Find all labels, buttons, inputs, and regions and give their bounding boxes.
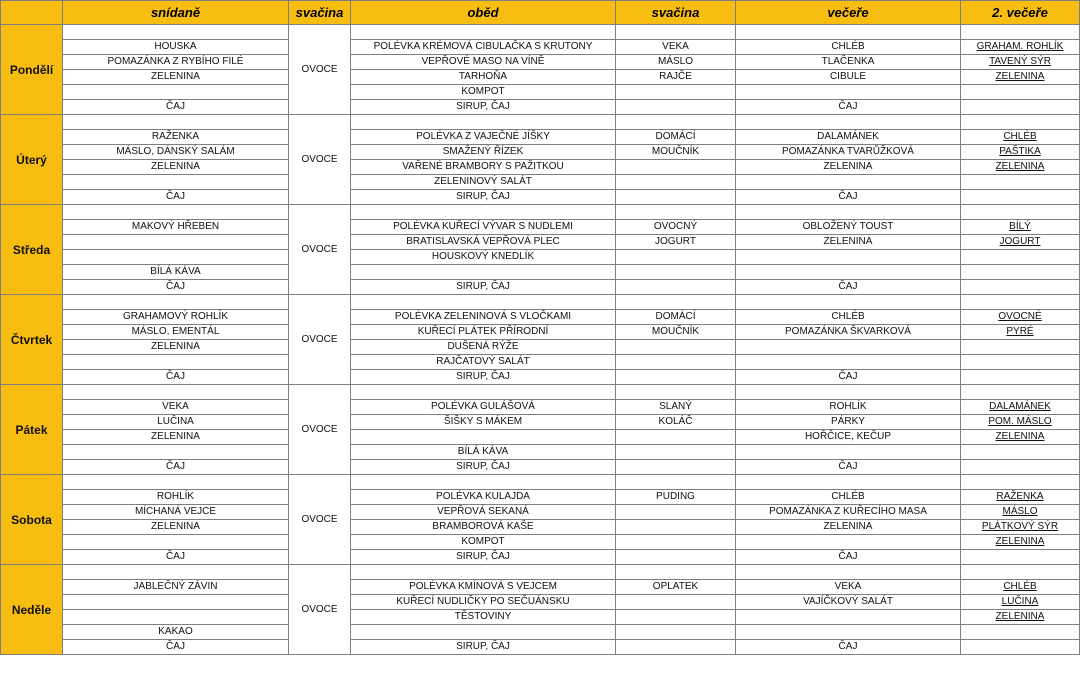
header-svacina-afternoon: svačina (616, 1, 736, 25)
menu-row (1, 310, 1080, 325)
header-obed: oběd (351, 1, 616, 25)
cell-svacina-afternoon (616, 640, 736, 655)
menu-row (1, 325, 1080, 340)
cell-svacina-afternoon: MOUČNÍK (616, 145, 736, 160)
cell-obed: TĚSTOVINY (351, 610, 616, 625)
cell-obed (351, 205, 616, 220)
cell-vecere: POMAZÁNKA TVARŮŽKOVÁ (736, 145, 961, 160)
cell-second-vecere (961, 625, 1080, 640)
menu-row (1, 490, 1080, 505)
menu-row (1, 520, 1080, 535)
cell-vecere (736, 115, 961, 130)
cell-obed (351, 565, 616, 580)
cell-second-vecere (961, 535, 1080, 550)
header-svacina-morning: svačina (289, 1, 351, 25)
cell-snidane: MÁSLO, EMENTÁL (63, 325, 289, 340)
cell-second-vecere (961, 430, 1080, 445)
cell-vecere: ČAJ (736, 370, 961, 385)
cell-snidane (63, 235, 289, 250)
cell-snidane: MAKOVÝ HŘEBEN (63, 220, 289, 235)
cell-vecere: CHLÉB (736, 310, 961, 325)
cell-obed: SMAŽENÝ ŘÍZEK (351, 145, 616, 160)
cell-snidane: ČAJ (63, 550, 289, 565)
cell-svacina-afternoon: DOMÁCÍ (616, 130, 736, 145)
menu-row (1, 610, 1080, 625)
cell-svacina-afternoon (616, 175, 736, 190)
cell-vecere: POMAZÁNKA ŠKVARKOVÁ (736, 325, 961, 340)
cell-snidane: LUČINA (63, 415, 289, 430)
cell-second-vecere (961, 190, 1080, 205)
cell-second-vecere (961, 220, 1080, 235)
cell-second-vecere-text: JOGURT (999, 236, 1041, 247)
day-label: Sobota (1, 475, 63, 565)
menu-row (1, 580, 1080, 595)
cell-second-vecere (961, 70, 1080, 85)
cell-svacina-afternoon: MOUČNÍK (616, 325, 736, 340)
menu-row (1, 505, 1080, 520)
cell-second-vecere (961, 115, 1080, 130)
cell-svacina-afternoon (616, 475, 736, 490)
cell-svacina-afternoon: JOGURT (616, 235, 736, 250)
cell-obed: KOMPOT (351, 535, 616, 550)
cell-second-vecere (961, 295, 1080, 310)
cell-second-vecere (961, 595, 1080, 610)
cell-snidane (63, 85, 289, 100)
cell-second-vecere-text: RAŽENKA (996, 491, 1044, 502)
cell-obed: VEPŘOVÁ SEKANÁ (351, 505, 616, 520)
cell-second-vecere (961, 310, 1080, 325)
cell-vecere: VAJÍČKOVÝ SALÁT (736, 595, 961, 610)
cell-snidane: ČAJ (63, 190, 289, 205)
cell-second-vecere-text: DALAMÁNEK (989, 401, 1051, 412)
cell-second-vecere (961, 580, 1080, 595)
day-label: Čtvrtek (1, 295, 63, 385)
cell-vecere: TLAČENKA (736, 55, 961, 70)
cell-snidane: MÍCHANÁ VEJCE (63, 505, 289, 520)
menu-row (1, 475, 1080, 490)
menu-row (1, 220, 1080, 235)
cell-snidane: ČAJ (63, 280, 289, 295)
cell-snidane (63, 565, 289, 580)
cell-second-vecere (961, 100, 1080, 115)
cell-obed (351, 265, 616, 280)
cell-second-vecere (961, 640, 1080, 655)
cell-obed: KUŘECÍ PLÁTEK PŘÍRODNÍ (351, 325, 616, 340)
cell-vecere (736, 625, 961, 640)
menu-row (1, 550, 1080, 565)
cell-obed: POLÉVKA KULAJDA (351, 490, 616, 505)
cell-snidane: ZELENINA (63, 520, 289, 535)
cell-svacina-afternoon (616, 565, 736, 580)
header-corner (1, 1, 63, 25)
cell-svacina-afternoon (616, 505, 736, 520)
cell-vecere: OBLOŽENÝ TOUST (736, 220, 961, 235)
menu-row (1, 160, 1080, 175)
header-vecere: večeře (736, 1, 961, 25)
cell-second-vecere-text: LUČINA (1001, 596, 1039, 607)
cell-snidane: ČAJ (63, 640, 289, 655)
cell-snidane (63, 595, 289, 610)
cell-second-vecere-text: ZELENINA (995, 536, 1045, 547)
cell-second-vecere (961, 40, 1080, 55)
cell-vecere (736, 25, 961, 40)
cell-obed: BÍLÁ KÁVA (351, 445, 616, 460)
cell-second-vecere-text: ZELENINA (995, 71, 1045, 82)
cell-second-vecere-text: OVOCNÉ (998, 311, 1042, 322)
cell-second-vecere (961, 550, 1080, 565)
cell-second-vecere (961, 280, 1080, 295)
cell-vecere: ZELENINA (736, 235, 961, 250)
cell-svacina-afternoon: KOLÁČ (616, 415, 736, 430)
cell-second-vecere-text: BÍLÝ (1009, 221, 1031, 232)
cell-second-vecere-text: TAVENÝ SÝR (989, 56, 1051, 67)
day-label: Pondělí (1, 25, 63, 115)
cell-svacina-afternoon (616, 430, 736, 445)
cell-obed: BRAMBOROVÁ KAŠE (351, 520, 616, 535)
cell-vecere: PÁRKY (736, 415, 961, 430)
cell-second-vecere-text: GRAHAM. ROHLÍK (976, 41, 1064, 52)
cell-svacina-morning: OVOCE (289, 565, 351, 655)
cell-svacina-afternoon (616, 445, 736, 460)
cell-obed: TARHOŇA (351, 70, 616, 85)
cell-snidane: POMAZÁNKA Z RYBÍHO FILÉ (63, 55, 289, 70)
cell-snidane: ROHLÍK (63, 490, 289, 505)
cell-second-vecere (961, 415, 1080, 430)
cell-obed: SIRUP, ČAJ (351, 280, 616, 295)
cell-vecere (736, 385, 961, 400)
menu-row (1, 640, 1080, 655)
cell-svacina-afternoon: SLANÝ (616, 400, 736, 415)
cell-vecere: VEKA (736, 580, 961, 595)
cell-vecere (736, 445, 961, 460)
menu-row (1, 235, 1080, 250)
cell-second-vecere (961, 55, 1080, 70)
cell-snidane: BÍLÁ KÁVA (63, 265, 289, 280)
cell-snidane (63, 385, 289, 400)
cell-obed (351, 625, 616, 640)
cell-svacina-afternoon (616, 205, 736, 220)
cell-vecere: HOŘČICE, KEČUP (736, 430, 961, 445)
menu-row (1, 445, 1080, 460)
menu-row (1, 25, 1080, 40)
header-snidane: snídaně (63, 1, 289, 25)
menu-row (1, 415, 1080, 430)
cell-svacina-afternoon (616, 625, 736, 640)
cell-svacina-afternoon (616, 25, 736, 40)
cell-vecere (736, 475, 961, 490)
cell-svacina-afternoon (616, 535, 736, 550)
cell-obed (351, 385, 616, 400)
cell-svacina-afternoon (616, 610, 736, 625)
cell-svacina-morning: OVOCE (289, 115, 351, 205)
cell-snidane: VEKA (63, 400, 289, 415)
cell-snidane (63, 115, 289, 130)
menu-row (1, 565, 1080, 580)
menu-row (1, 535, 1080, 550)
cell-vecere (736, 355, 961, 370)
cell-svacina-morning: OVOCE (289, 25, 351, 115)
cell-snidane: ZELENINA (63, 160, 289, 175)
cell-obed: ZELENINOVÝ SALÁT (351, 175, 616, 190)
cell-obed: VEPŘOVÉ MASO NA VÍNĚ (351, 55, 616, 70)
cell-obed (351, 25, 616, 40)
cell-obed: KUŘECÍ NUDLIČKY PO SEČUÁNSKU (351, 595, 616, 610)
cell-obed: SIRUP, ČAJ (351, 370, 616, 385)
menu-row (1, 355, 1080, 370)
cell-second-vecere-text: POM. MÁSLO (988, 416, 1052, 427)
header-second-vecere: 2. večeře (961, 1, 1080, 25)
cell-svacina-morning: OVOCE (289, 475, 351, 565)
cell-obed: SIRUP, ČAJ (351, 190, 616, 205)
cell-second-vecere-text: ZELENINA (995, 161, 1045, 172)
cell-svacina-afternoon: OVOCNÝ (616, 220, 736, 235)
cell-snidane: ZELENINA (63, 70, 289, 85)
menu-row (1, 430, 1080, 445)
cell-snidane (63, 610, 289, 625)
cell-obed: SIRUP, ČAJ (351, 460, 616, 475)
menu-row (1, 145, 1080, 160)
cell-snidane (63, 25, 289, 40)
cell-second-vecere (961, 325, 1080, 340)
cell-vecere: CIBULE (736, 70, 961, 85)
menu-row (1, 280, 1080, 295)
cell-vecere: CHLÉB (736, 490, 961, 505)
cell-obed: POLÉVKA KUŘECÍ VÝVAR S NUDLEMI (351, 220, 616, 235)
cell-second-vecere-text: PAŠTIKA (999, 146, 1041, 157)
cell-snidane (63, 295, 289, 310)
cell-second-vecere (961, 610, 1080, 625)
cell-obed: HOUSKOVÝ KNEDLÍK (351, 250, 616, 265)
menu-row (1, 55, 1080, 70)
cell-vecere (736, 205, 961, 220)
cell-svacina-afternoon: PUDING (616, 490, 736, 505)
menu-row (1, 70, 1080, 85)
menu-row (1, 595, 1080, 610)
cell-svacina-afternoon (616, 460, 736, 475)
cell-vecere: ČAJ (736, 280, 961, 295)
cell-snidane: JABLEČNÝ ZÁVIN (63, 580, 289, 595)
cell-obed: BRATISLAVSKÁ VEPŘOVÁ PLEC (351, 235, 616, 250)
cell-second-vecere-text: PLÁTKOVÝ SÝR (981, 521, 1059, 532)
cell-second-vecere (961, 565, 1080, 580)
cell-second-vecere-text: ZELENINA (995, 611, 1045, 622)
cell-svacina-afternoon (616, 280, 736, 295)
cell-obed: SIRUP, ČAJ (351, 550, 616, 565)
cell-vecere (736, 175, 961, 190)
cell-second-vecere-text: CHLÉB (1003, 581, 1037, 592)
cell-snidane: GRAHAMOVÝ ROHLÍK (63, 310, 289, 325)
header-row (1, 1, 1080, 25)
cell-snidane: KAKAO (63, 625, 289, 640)
cell-vecere (736, 295, 961, 310)
cell-obed: ŠIŠKY S MÁKEM (351, 415, 616, 430)
day-label: Neděle (1, 565, 63, 655)
menu-row (1, 130, 1080, 145)
cell-vecere (736, 250, 961, 265)
cell-snidane: ČAJ (63, 100, 289, 115)
cell-obed (351, 115, 616, 130)
cell-snidane: RAŽENKA (63, 130, 289, 145)
cell-svacina-afternoon (616, 265, 736, 280)
cell-snidane: HOUSKA (63, 40, 289, 55)
cell-vecere (736, 565, 961, 580)
cell-snidane (63, 250, 289, 265)
cell-obed: VAŘENÉ BRAMBORY S PAŽITKOU (351, 160, 616, 175)
cell-svacina-afternoon: VEKA (616, 40, 736, 55)
cell-snidane: ČAJ (63, 460, 289, 475)
cell-svacina-afternoon: OPLATEK (616, 580, 736, 595)
menu-row (1, 115, 1080, 130)
cell-second-vecere-text: ZELENINA (995, 431, 1045, 442)
cell-vecere: ZELENINA (736, 160, 961, 175)
menu-row (1, 205, 1080, 220)
cell-vecere: POMAZÁNKA Z KUŘECÍHO MASA (736, 505, 961, 520)
cell-svacina-afternoon: MÁSLO (616, 55, 736, 70)
cell-snidane (63, 535, 289, 550)
cell-second-vecere (961, 400, 1080, 415)
cell-obed: POLÉVKA GULÁŠOVÁ (351, 400, 616, 415)
cell-second-vecere (961, 445, 1080, 460)
cell-vecere (736, 265, 961, 280)
cell-second-vecere (961, 85, 1080, 100)
cell-obed: KOMPOT (351, 85, 616, 100)
menu-row (1, 190, 1080, 205)
cell-second-vecere (961, 145, 1080, 160)
cell-obed: POLÉVKA KRÉMOVÁ CIBULAČKA S KRUTONY (351, 40, 616, 55)
cell-snidane (63, 475, 289, 490)
cell-svacina-morning: OVOCE (289, 385, 351, 475)
menu-row (1, 400, 1080, 415)
cell-obed: POLÉVKA KMÍNOVÁ S VEJCEM (351, 580, 616, 595)
cell-snidane (63, 205, 289, 220)
cell-snidane (63, 445, 289, 460)
cell-second-vecere (961, 355, 1080, 370)
menu-row (1, 85, 1080, 100)
cell-second-vecere (961, 505, 1080, 520)
cell-second-vecere-text: MÁSLO (1002, 506, 1038, 517)
cell-second-vecere-text: CHLÉB (1003, 131, 1037, 142)
cell-svacina-afternoon (616, 160, 736, 175)
cell-vecere: ČAJ (736, 640, 961, 655)
cell-svacina-afternoon (616, 100, 736, 115)
menu-row (1, 40, 1080, 55)
day-label: Pátek (1, 385, 63, 475)
cell-vecere: ZELENINA (736, 520, 961, 535)
cell-second-vecere (961, 265, 1080, 280)
cell-svacina-morning: OVOCE (289, 295, 351, 385)
cell-vecere: ČAJ (736, 100, 961, 115)
cell-svacina-afternoon (616, 595, 736, 610)
cell-obed: SIRUP, ČAJ (351, 640, 616, 655)
menu-row (1, 250, 1080, 265)
cell-svacina-afternoon (616, 370, 736, 385)
cell-second-vecere (961, 25, 1080, 40)
cell-vecere: ČAJ (736, 550, 961, 565)
cell-second-vecere (961, 490, 1080, 505)
cell-second-vecere (961, 370, 1080, 385)
cell-obed: DUŠENÁ RÝŽE (351, 340, 616, 355)
cell-svacina-afternoon (616, 115, 736, 130)
menu-row (1, 625, 1080, 640)
cell-obed (351, 475, 616, 490)
cell-vecere: CHLÉB (736, 40, 961, 55)
menu-row (1, 385, 1080, 400)
cell-obed (351, 295, 616, 310)
cell-second-vecere (961, 250, 1080, 265)
cell-second-vecere (961, 475, 1080, 490)
cell-svacina-afternoon (616, 295, 736, 310)
cell-svacina-afternoon (616, 190, 736, 205)
cell-second-vecere-text: PYRÉ (1006, 326, 1034, 337)
cell-obed (351, 430, 616, 445)
cell-snidane: ZELENINA (63, 430, 289, 445)
cell-vecere (736, 610, 961, 625)
menu-row (1, 100, 1080, 115)
cell-obed: POLÉVKA ZELENINOVÁ S VLOČKAMI (351, 310, 616, 325)
cell-second-vecere (961, 175, 1080, 190)
cell-second-vecere (961, 130, 1080, 145)
cell-vecere: DALAMÁNEK (736, 130, 961, 145)
cell-svacina-afternoon (616, 85, 736, 100)
cell-obed: RAJČATOVÝ SALÁT (351, 355, 616, 370)
cell-svacina-afternoon (616, 250, 736, 265)
cell-snidane (63, 175, 289, 190)
menu-row (1, 265, 1080, 280)
cell-snidane: ČAJ (63, 370, 289, 385)
cell-second-vecere (961, 160, 1080, 175)
cell-vecere: ČAJ (736, 190, 961, 205)
menu-row (1, 295, 1080, 310)
cell-vecere (736, 340, 961, 355)
cell-svacina-afternoon: DOMÁCÍ (616, 310, 736, 325)
cell-second-vecere (961, 385, 1080, 400)
cell-second-vecere (961, 340, 1080, 355)
day-label: Středa (1, 205, 63, 295)
cell-snidane: ZELENINA (63, 340, 289, 355)
cell-vecere: ROHLÍK (736, 400, 961, 415)
cell-second-vecere (961, 520, 1080, 535)
menu-row (1, 370, 1080, 385)
cell-vecere: ČAJ (736, 460, 961, 475)
menu-row (1, 340, 1080, 355)
cell-svacina-afternoon (616, 385, 736, 400)
cell-svacina-afternoon (616, 340, 736, 355)
menu-row (1, 460, 1080, 475)
cell-second-vecere (961, 460, 1080, 475)
cell-vecere (736, 535, 961, 550)
cell-obed: POLÉVKA Z VAJEČNÉ JÍŠKY (351, 130, 616, 145)
cell-second-vecere (961, 235, 1080, 250)
day-label: Úterý (1, 115, 63, 205)
cell-vecere (736, 85, 961, 100)
menu-row (1, 175, 1080, 190)
cell-svacina-afternoon (616, 355, 736, 370)
cell-svacina-morning: OVOCE (289, 205, 351, 295)
cell-snidane: MÁSLO, DÁNSKÝ SALÁM (63, 145, 289, 160)
cell-svacina-afternoon: RAJČE (616, 70, 736, 85)
cell-svacina-afternoon (616, 520, 736, 535)
cell-second-vecere (961, 205, 1080, 220)
cell-svacina-afternoon (616, 550, 736, 565)
cell-snidane (63, 355, 289, 370)
cell-obed: SIRUP, ČAJ (351, 100, 616, 115)
